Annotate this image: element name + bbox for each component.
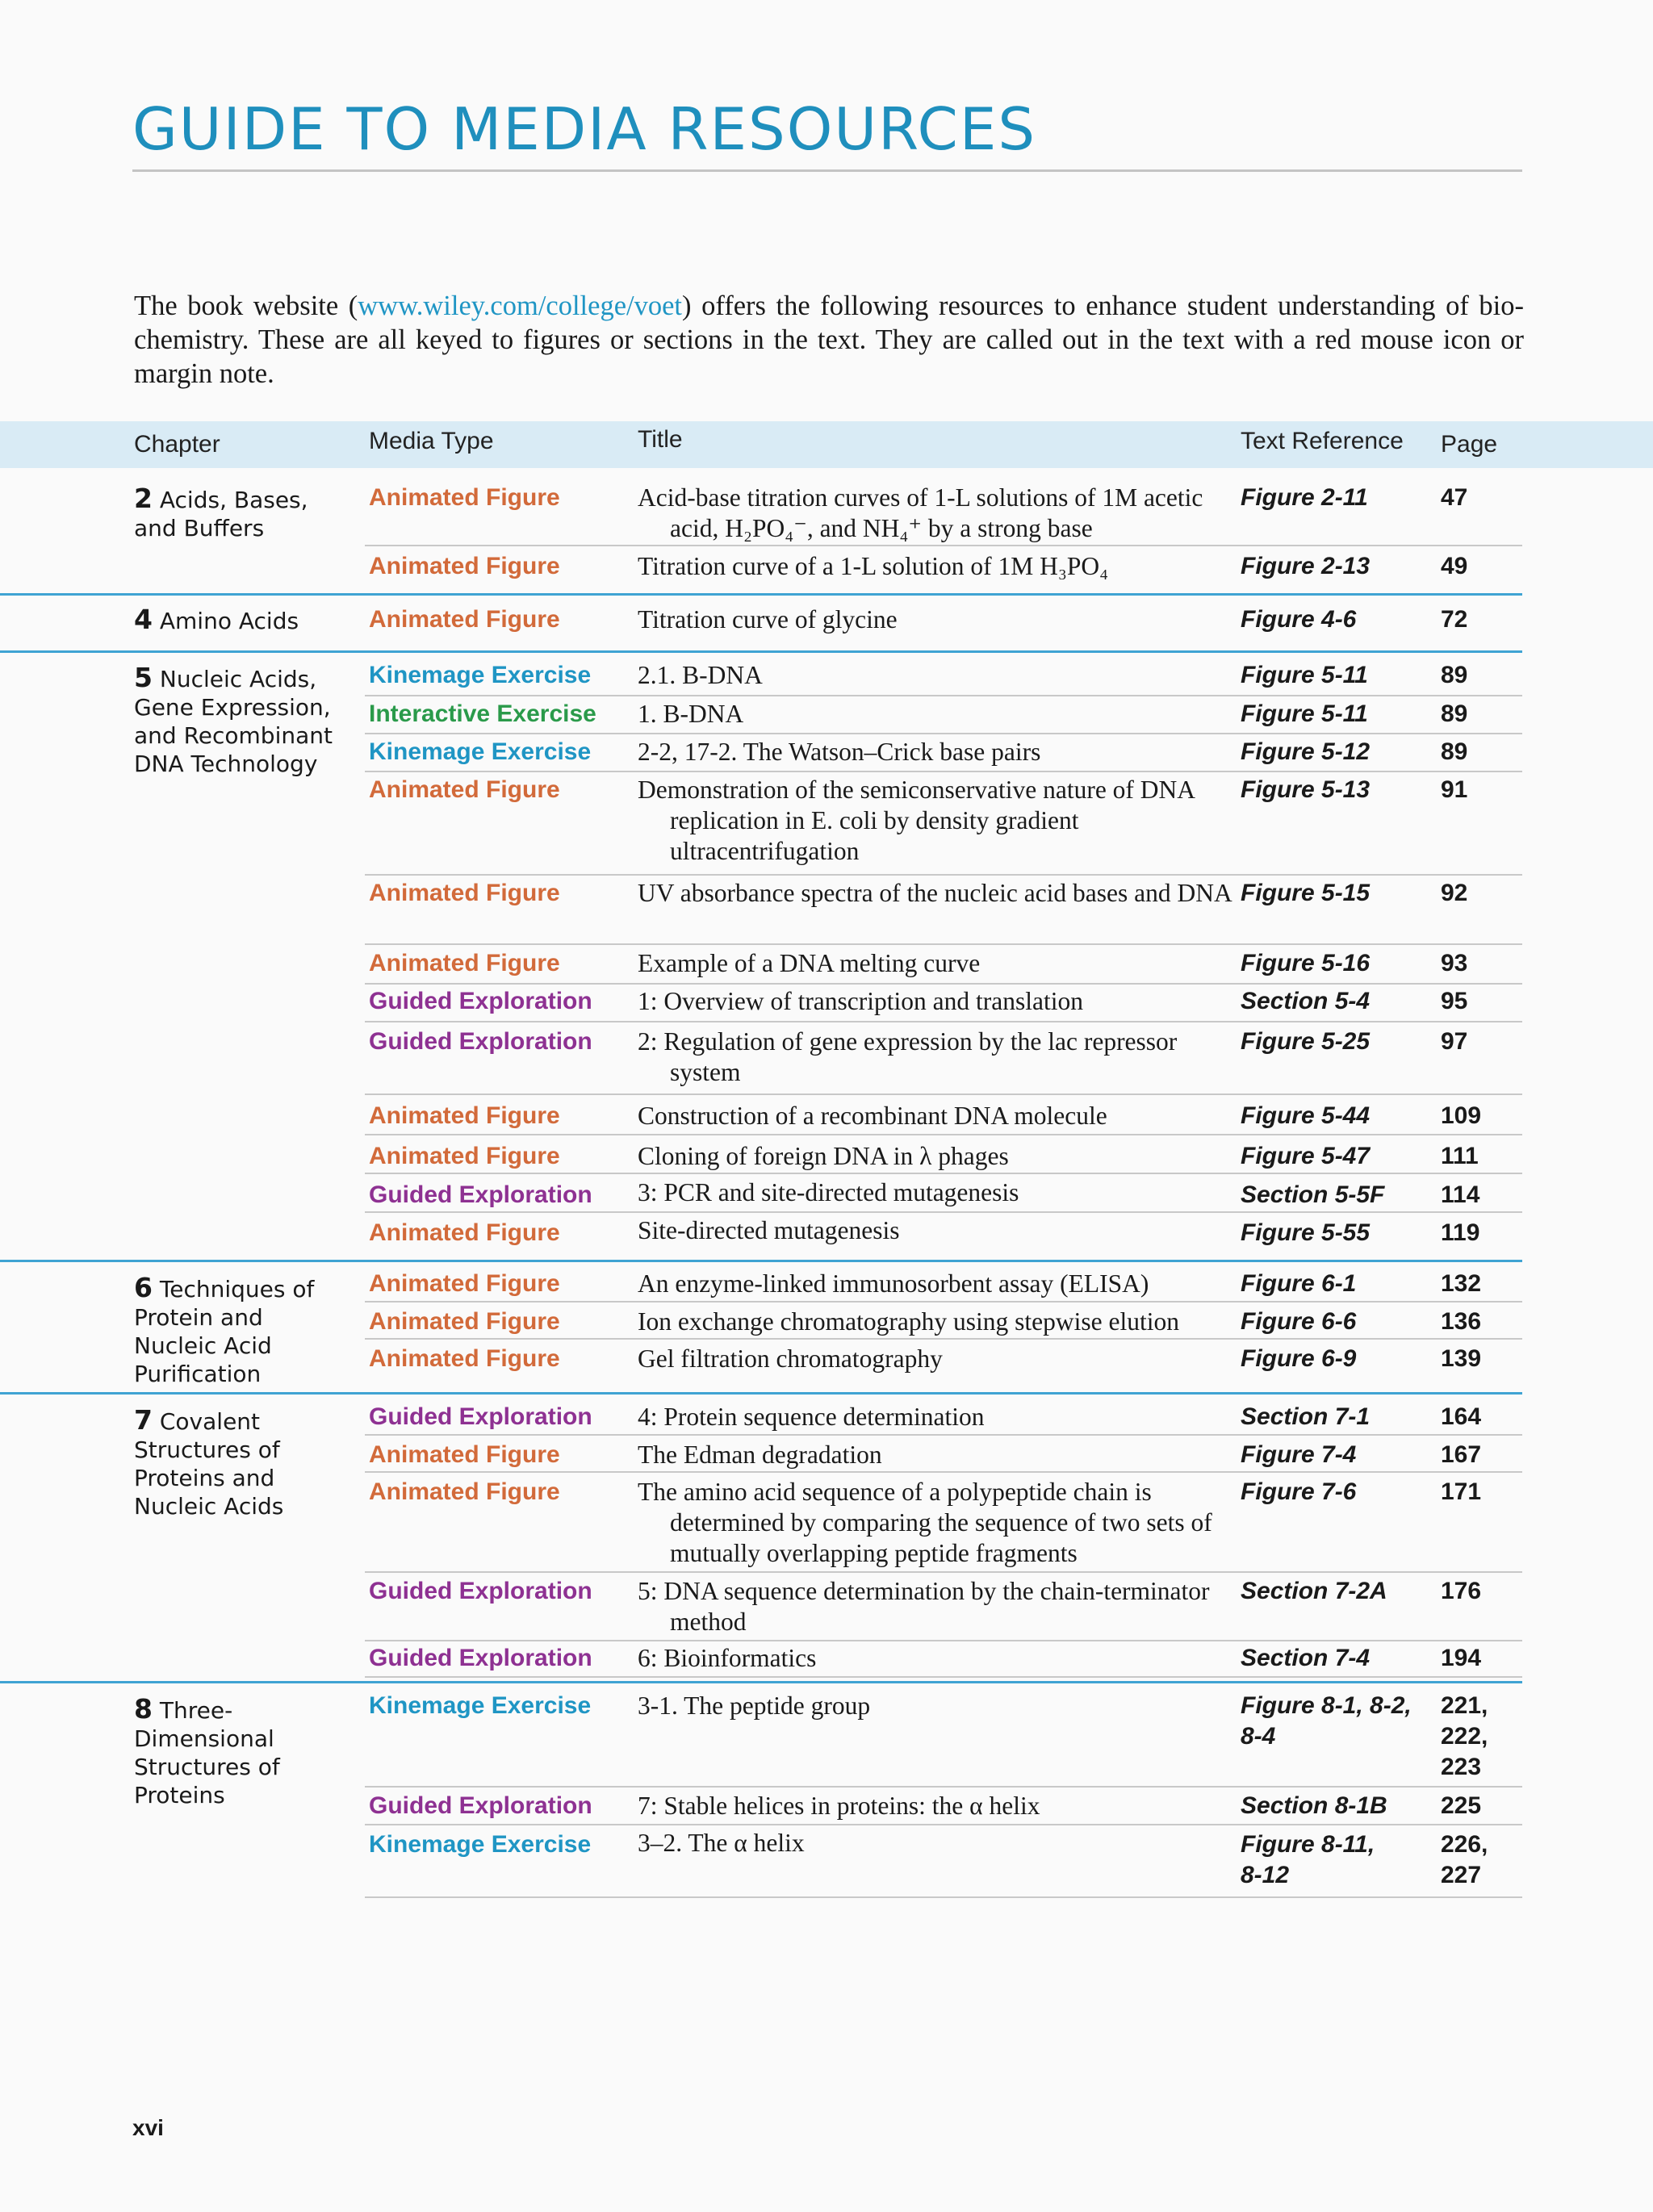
chapter-4 [134, 605, 352, 635]
resource-title: Acid-base titration curves of 1-L solutions of 1M acetic acid, H₂PO₄⁻, and NH₄⁺ by a strong base [638, 483, 1203, 542]
media-type: Animated Figure [369, 1345, 560, 1372]
chapter-5 [134, 663, 356, 778]
chapter-number: 6 [134, 1272, 153, 1303]
text-reference: Figure 5-16 [1241, 950, 1371, 976]
resource-title: 2: Regulation of gene expression by the lac repressor system [638, 1027, 1178, 1086]
text-reference: Figure 5-47 [1241, 1143, 1371, 1169]
resource-title: Demonstration of the semiconservative nature of DNA replication in E. coli by density gradient ultracentrifugation [638, 776, 1195, 865]
chapter-name: Nucleic Acids, Gene Expression, and Recombinant DNA Technology [134, 666, 333, 777]
chapter-number: 7 [134, 1404, 153, 1436]
row-divider [365, 1824, 1522, 1825]
resource-title: 7: Stable helices in proteins: the α helix [638, 1792, 1040, 1820]
resource-title: Gel filtration chromatography [638, 1344, 943, 1373]
chapter-number: 5 [134, 662, 153, 693]
text-reference: Figure 2-13 [1241, 553, 1371, 579]
row-divider [365, 1676, 1522, 1678]
resource-title: Site-directed mutagenesis [638, 1216, 900, 1244]
media-type: Animated Figure [369, 484, 560, 511]
header-page: Page [1441, 431, 1498, 458]
text-reference: Figure 5-15 [1241, 880, 1371, 906]
text-reference: Figure 4-6 [1241, 606, 1357, 633]
row-divider [365, 695, 1522, 696]
media-type: Animated Figure [369, 1143, 560, 1169]
row-divider [365, 1786, 1522, 1788]
chapter-8 [134, 1695, 328, 1809]
chapter-7 [134, 1406, 328, 1520]
page-number: 194 [1441, 1645, 1482, 1671]
page-number: 109 [1441, 1102, 1482, 1129]
page-number: 49 [1441, 553, 1468, 579]
resource-title: Construction of a recombinant DNA molecule [638, 1102, 1107, 1130]
chapter-name: Three-Dimensional Structures of Proteins [134, 1697, 280, 1808]
media-type: Guided Exploration [369, 1578, 592, 1604]
text-reference: Section 7-4 [1241, 1645, 1371, 1671]
page-number: 225 [1441, 1792, 1482, 1819]
page-number: 47 [1441, 484, 1468, 511]
chapter-6 [134, 1273, 336, 1388]
page-number: 89 [1441, 662, 1468, 688]
header-title: Title [638, 426, 683, 453]
resource-title: An enzyme-linked immunosorbent assay (ELISA) [638, 1269, 1149, 1298]
resource-title: 1: Overview of transcription and translation [638, 987, 1083, 1015]
text-reference: Figure 2-11 [1241, 484, 1368, 511]
header-text-reference: Text Reference [1241, 428, 1404, 454]
page-number: 93 [1441, 950, 1468, 976]
row-divider [365, 733, 1522, 734]
text-reference: Section 7-1 [1241, 1403, 1371, 1430]
resource-title: Cloning of foreign DNA in λ phages [638, 1142, 1009, 1170]
resource-title: 5: DNA sequence determination by the chain-terminator method [638, 1577, 1210, 1636]
resource-title: Ion exchange chromatography using stepwise elution [638, 1307, 1179, 1336]
row-divider [365, 1471, 1522, 1473]
resource-title: 3–2. The α helix [638, 1829, 805, 1857]
text-reference: Figure 6-9 [1241, 1345, 1357, 1372]
row-divider [365, 1896, 1522, 1898]
resource-title: 4: Protein sequence determination [638, 1403, 985, 1431]
row-divider [365, 1021, 1522, 1022]
text-reference: Figure 7-6 [1241, 1478, 1357, 1505]
text-reference: Figure 5-13 [1241, 776, 1371, 803]
text-reference: Section 5-5F [1241, 1181, 1385, 1208]
text-reference: Section 5-4 [1241, 988, 1371, 1014]
row-divider [365, 983, 1522, 985]
page-number: 139 [1441, 1345, 1482, 1372]
text-reference: Figure 8-1, 8-2, 8-4 [1241, 1692, 1412, 1750]
page-number: 111 [1441, 1143, 1479, 1169]
text-reference: Section 8-1B [1241, 1792, 1387, 1819]
intro-text-start: The book website ( [134, 291, 358, 321]
resource-title: Example of a DNA melting curve [638, 949, 981, 977]
text-reference: Figure 6-1 [1241, 1270, 1357, 1297]
text-reference: Figure 5-11 [1241, 700, 1368, 727]
chapter-divider [0, 1260, 1522, 1262]
resource-title: Titration curve of glycine [638, 605, 898, 633]
page-number: 89 [1441, 738, 1468, 765]
resource-title: 1. B-DNA [638, 700, 744, 728]
chapter-name: Acids, Bases, and Buffers [134, 487, 308, 542]
row-divider [365, 545, 1522, 546]
page-number: 226, 227 [1441, 1831, 1488, 1888]
chapter-number: 8 [134, 1693, 153, 1725]
resource-title: 2-2, 17-2. The Watson–Crick base pairs [638, 738, 1041, 766]
row-divider [365, 771, 1522, 772]
page-number: 167 [1441, 1441, 1482, 1468]
media-type: Guided Exploration [369, 1403, 592, 1430]
page-number: 97 [1441, 1028, 1468, 1055]
media-type: Animated Figure [369, 880, 560, 906]
text-reference: Figure 5-44 [1241, 1102, 1371, 1129]
resource-title: 6: Bioinformatics [638, 1644, 817, 1672]
media-type: Guided Exploration [369, 1645, 592, 1671]
row-divider [365, 943, 1522, 945]
page-number: 221, 222, 223 [1441, 1692, 1488, 1780]
intro-paragraph [134, 289, 1524, 391]
media-type: Kinemage Exercise [369, 662, 592, 688]
media-type: Guided Exploration [369, 1181, 592, 1208]
page-number: 119 [1441, 1219, 1480, 1246]
text-reference: Figure 5-25 [1241, 1028, 1371, 1055]
page-number: 92 [1441, 880, 1468, 906]
page-title: GUIDE TO MEDIA RESOURCES [132, 95, 1037, 163]
page-number: 171 [1441, 1478, 1482, 1505]
text-reference: Figure 6-6 [1241, 1308, 1357, 1335]
page-number: 72 [1441, 606, 1468, 633]
media-type: Kinemage Exercise [369, 738, 592, 765]
text-reference: Figure 5-11 [1241, 662, 1368, 688]
page-number: 95 [1441, 988, 1468, 1014]
media-type: Animated Figure [369, 606, 560, 633]
text-reference: Figure 7-4 [1241, 1441, 1357, 1468]
chapter-divider [0, 593, 1522, 596]
page-number: 89 [1441, 700, 1468, 727]
row-divider [365, 1093, 1522, 1095]
row-divider [365, 1338, 1522, 1340]
row-divider [365, 1571, 1522, 1573]
media-type: Animated Figure [369, 1308, 560, 1335]
resource-title: 3-1. The peptide group [638, 1691, 871, 1720]
media-type: Guided Exploration [369, 1792, 592, 1819]
page-number: 91 [1441, 776, 1468, 803]
media-type: Guided Exploration [369, 988, 592, 1014]
page-number: 164 [1441, 1403, 1482, 1430]
chapter-divider [0, 1681, 1522, 1683]
row-divider [365, 1301, 1522, 1303]
row-divider [365, 1211, 1522, 1213]
resource-title: 2.1. B-DNA [638, 661, 763, 689]
resource-title: Titration curve of a 1-L solution of 1M H₃PO₄ [638, 552, 1109, 580]
media-type: Interactive Exercise [369, 700, 596, 727]
media-type: Animated Figure [369, 1478, 560, 1505]
media-type: Animated Figure [369, 1219, 560, 1246]
page-number: 176 [1441, 1578, 1482, 1604]
page-number: 114 [1441, 1181, 1480, 1208]
table-header [0, 421, 1653, 468]
intro-text-end: ) offers the following resources to enhance student understanding of bio- chemistry. These are all keyed to figures or sections in the text. They are called out in the text with a red mouse icon or margin note. [134, 291, 1524, 389]
text-reference: Section 7-2A [1241, 1578, 1387, 1604]
resource-title: 3: PCR and site-directed mutagenesis [638, 1178, 1019, 1206]
resource-title: The amino acid sequence of a polypeptide chain is determined by comparing the sequence of two sets of mutually overlapping peptide fragments [638, 1478, 1212, 1567]
chapter-name: Amino Acids [159, 608, 299, 634]
page-number: 132 [1441, 1270, 1482, 1297]
page-folio: xvi [132, 2115, 164, 2140]
title-divider [132, 169, 1522, 172]
header-media-type: Media Type [369, 428, 494, 454]
website-link[interactable]: www.wiley.com/college/voet [358, 291, 683, 321]
row-divider [365, 874, 1522, 876]
media-type: Animated Figure [369, 1270, 560, 1297]
media-type: Kinemage Exercise [369, 1692, 592, 1719]
row-divider [365, 1173, 1522, 1174]
media-type: Kinemage Exercise [369, 1831, 592, 1858]
media-type: Animated Figure [369, 553, 560, 579]
chapter-number: 2 [134, 483, 153, 514]
resource-title: UV absorbance spectra of the nucleic acid bases and DNA [638, 879, 1232, 907]
text-reference: Figure 5-55 [1241, 1219, 1371, 1246]
chapter-name: Techniques of Protein and Nucleic Acid Purification [134, 1276, 315, 1387]
page-number: 136 [1441, 1308, 1482, 1335]
chapter-number: 4 [134, 604, 153, 635]
resource-title: The Edman degradation [638, 1441, 882, 1469]
header-chapter: Chapter [134, 431, 220, 458]
chapter-divider [0, 650, 1522, 653]
chapter-2 [134, 484, 352, 542]
row-divider [365, 1434, 1522, 1436]
media-type: Guided Exploration [369, 1028, 592, 1055]
media-type: Animated Figure [369, 1441, 560, 1468]
media-type: Animated Figure [369, 950, 560, 976]
chapter-name: Covalent Structures of Proteins and Nucleic Acids [134, 1408, 284, 1520]
text-reference: Figure 5-12 [1241, 738, 1371, 765]
row-divider [365, 1640, 1522, 1641]
chapter-divider [0, 1392, 1522, 1395]
media-type: Animated Figure [369, 776, 560, 803]
media-type: Animated Figure [369, 1102, 560, 1129]
row-divider [365, 1134, 1522, 1135]
text-reference: Figure 8-11, 8-12 [1241, 1831, 1375, 1888]
